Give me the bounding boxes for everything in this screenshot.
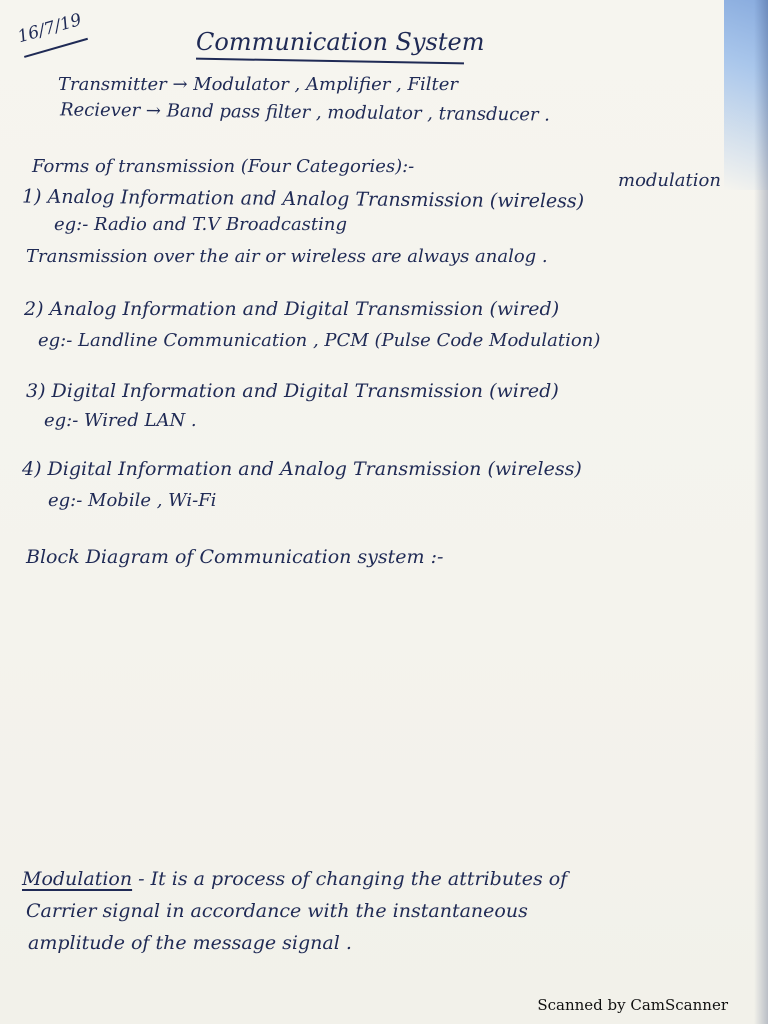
category-1-title: 1) Analog Information and Analog Transmission (wireless) [21, 185, 585, 213]
category-1-example: eg:- Radio and T.V Broadcasting [54, 214, 348, 235]
receiver-line: Reciever → Band pass filter , modulator , transducer . [59, 99, 551, 126]
note-date: 16/7/19 [15, 10, 84, 48]
title-underline [196, 58, 464, 65]
note-title: Communication System [196, 28, 485, 56]
camscanner-watermark: Scanned by CamScanner [537, 996, 728, 1014]
blank-diagram-area [30, 590, 730, 850]
category-2-title: 2) Analog Information and Digital Transmission (wired) [24, 298, 560, 320]
transmitter-line: Transmitter → Modulator , Amplifier , Filter [58, 74, 458, 95]
modulation-definition-line-3: amplitude of the message signal . [28, 932, 352, 954]
page-right-edge [754, 0, 768, 1024]
modulation-definition-text-1: - It is a process of changing the attributes of [132, 868, 568, 890]
category-2-example: eg:- Landline Communication , PCM (Pulse Code Modulation) [38, 330, 601, 351]
category-3-title: 3) Digital Information and Digital Transmission (wired) [26, 380, 559, 402]
category-4-title: 4) Digital Information and Analog Transmission (wireless) [22, 458, 582, 480]
forms-heading: Forms of transmission (Four Categories):- [32, 156, 415, 177]
modulation-term: Modulation [22, 868, 133, 890]
modulation-definition-line-2: Carrier signal in accordance with the instantaneous [26, 900, 528, 922]
category-1-note: Transmission over the air or wireless are always analog . [26, 246, 548, 267]
block-diagram-heading: Block Diagram of Communication system :- [26, 546, 444, 568]
modulation-definition-line-1 [22, 870, 567, 889]
category-4-example: eg:- Mobile , Wi-Fi [48, 490, 217, 511]
modulation-margin-note: modulation [618, 170, 721, 191]
category-3-example: eg:- Wired LAN . [44, 410, 197, 431]
